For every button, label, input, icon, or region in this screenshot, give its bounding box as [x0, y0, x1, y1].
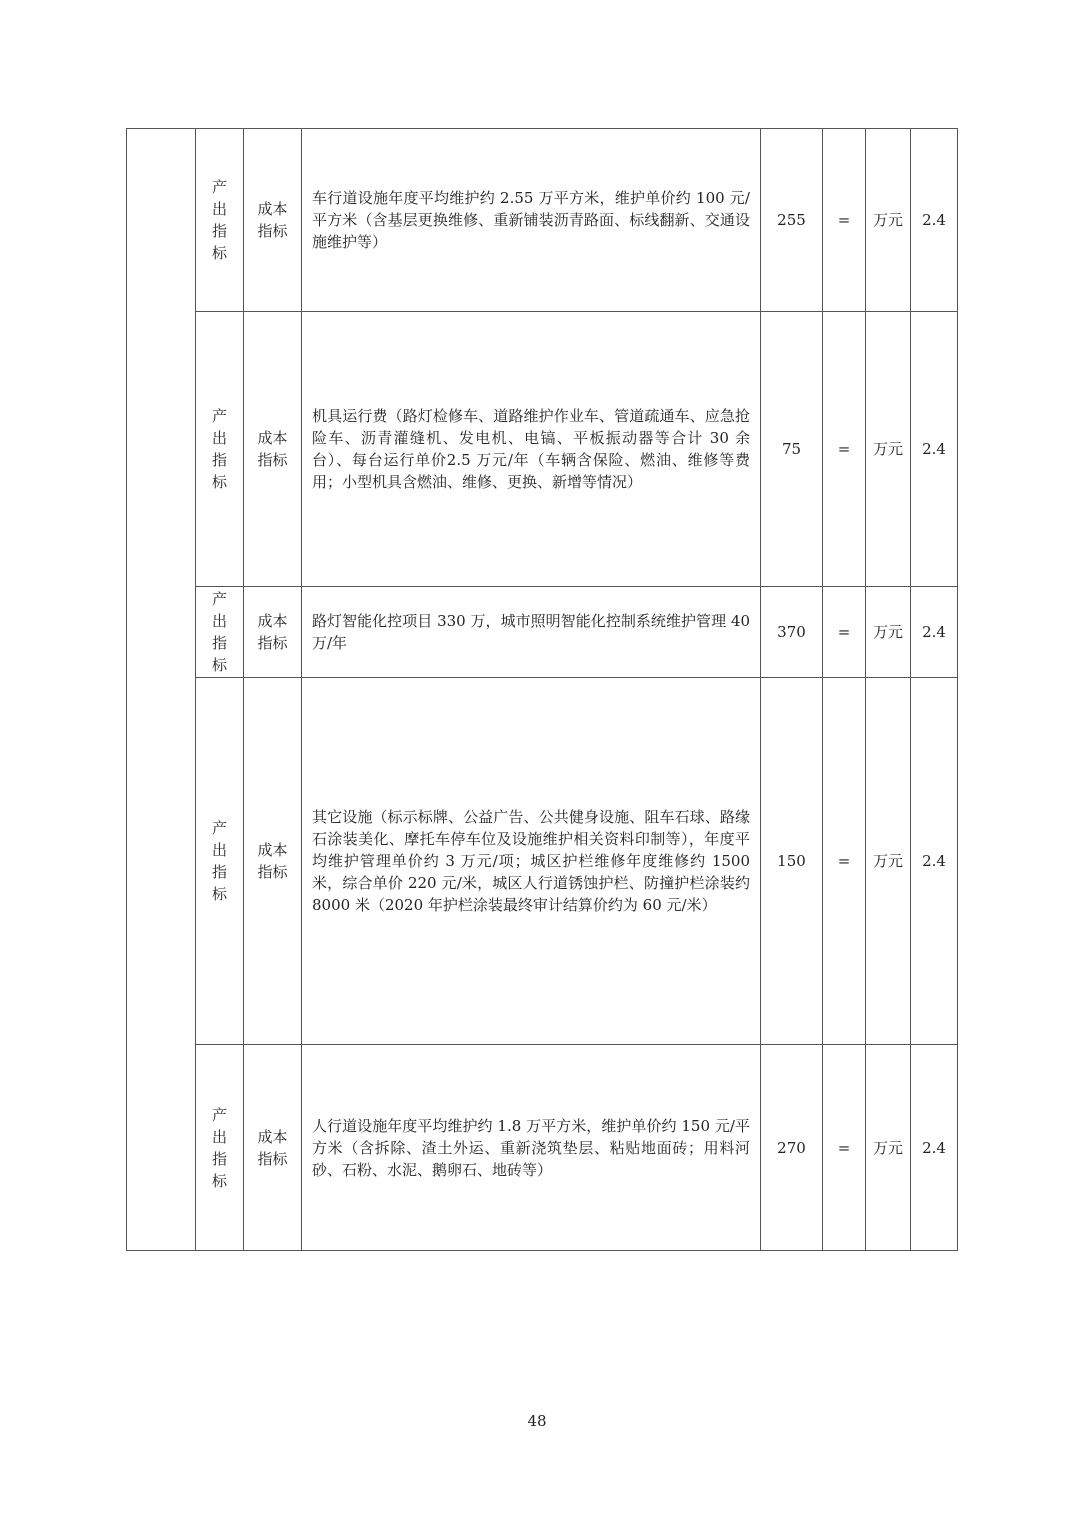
- unit-text: 万元: [872, 1138, 903, 1157]
- value-cell: 75: [761, 312, 823, 587]
- weight-cell: 2.4: [911, 312, 958, 587]
- category-cell: [196, 587, 244, 678]
- category-text: 产出指标: [211, 819, 227, 903]
- subcategory-cell: [244, 1045, 302, 1251]
- level1-merged-cell: [127, 129, 196, 1251]
- unit-text: 万元: [872, 623, 903, 641]
- description-cell: 其它设施（标示标牌、公益广告、公共健身设施、阻车石球、路缘石涂装美化、摩托车停车位及设施维护相关资料印制等），年度平均维护管理单价约 3 万元/项；城区护栏维修年度维修约 1500 米，综合单价 220 元/米，城区人行道锈蚀护栏、防撞护栏涂装约8000 米（2020 年护栏涂装最终审计结算价约为 60 元/米）: [302, 678, 761, 1045]
- unit-text: 万元: [872, 852, 903, 870]
- unit-cell: [866, 678, 911, 1045]
- subcategory-text: 成本指标: [257, 200, 288, 240]
- value-cell: 270: [761, 1045, 823, 1251]
- operator-cell: =: [823, 129, 866, 312]
- value-cell: 255: [761, 129, 823, 312]
- subcategory-cell: [244, 678, 302, 1045]
- unit-cell: [866, 587, 911, 678]
- value-cell: 370: [761, 587, 823, 678]
- page-number: 48: [527, 1412, 547, 1430]
- table-row: [127, 1045, 958, 1251]
- weight-cell: 2.4: [911, 129, 958, 312]
- category-cell: [196, 129, 244, 312]
- operator-cell: =: [823, 587, 866, 678]
- category-cell: [196, 678, 244, 1045]
- unit-text: 万元: [872, 211, 903, 229]
- weight-cell: 2.4: [911, 678, 958, 1045]
- description-cell: 车行道设施年度平均维护约 2.55 万平方米，维护单价约 100 元/平方米（含基层更换维修、重新铺装沥青路面、标线翻新、交通设施维护等）: [302, 129, 761, 312]
- unit-cell: [866, 312, 911, 587]
- subcategory-text: 成本指标: [257, 841, 288, 881]
- value-cell: 150: [761, 678, 823, 1045]
- category-text: 产出指标: [211, 590, 227, 674]
- table-row: [127, 312, 958, 587]
- category-text: 产出指标: [211, 178, 227, 262]
- description-cell: 机具运行费（路灯检修车、道路维护作业车、管道疏通车、应急抢险车、沥青灌缝机、发电机、电镐、平板振动器等合计 30 余台）、每台运行单价2.5 万元/年（车辆含保险、燃油、维修等费用；小型机具含燃油、维修、更换、新增等情况）: [302, 312, 761, 587]
- table-row: [127, 587, 958, 678]
- category-text: 产出指标: [211, 407, 227, 491]
- subcategory-text: 成本指标: [257, 429, 288, 469]
- indicator-table: [126, 128, 958, 1251]
- operator-cell: =: [823, 678, 866, 1045]
- weight-cell: 2.4: [911, 587, 958, 678]
- table-row: [127, 678, 958, 1045]
- unit-text: 万元: [872, 440, 903, 458]
- weight-cell: 2.4: [911, 1045, 958, 1251]
- unit-cell: [866, 1045, 911, 1251]
- table-row: [127, 129, 958, 312]
- description-cell: 路灯智能化控项目 330 万，城市照明智能化控制系统维护管理 40 万/年: [302, 587, 761, 678]
- subcategory-cell: [244, 587, 302, 678]
- description-cell: 人行道设施年度平均维护约 1.8 万平方米，维护单价约 150 元/平方米（含拆除、渣土外运、重新浇筑垫层、粘贴地面砖；用料河砂、石粉、水泥、鹅卵石、地砖等）: [302, 1045, 761, 1251]
- subcategory-cell: [244, 312, 302, 587]
- category-cell: [196, 312, 244, 587]
- operator-cell: =: [823, 1045, 866, 1251]
- category-text: 产出指标: [211, 1105, 227, 1190]
- subcategory-cell: [244, 129, 302, 312]
- subcategory-text: 成本指标: [257, 1127, 288, 1168]
- subcategory-text: 成本指标: [257, 612, 288, 652]
- category-cell: [196, 1045, 244, 1251]
- operator-cell: =: [823, 312, 866, 587]
- unit-cell: [866, 129, 911, 312]
